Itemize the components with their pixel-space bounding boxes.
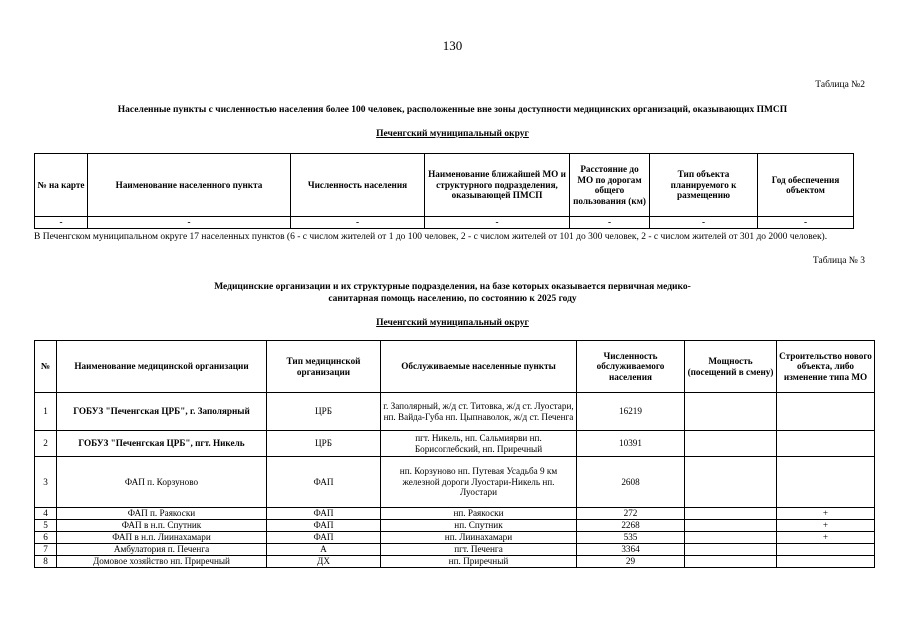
population: 3364 bbox=[577, 544, 685, 556]
org-name: ФАП в н.п. Спутник bbox=[57, 520, 267, 532]
org-type: ФАП bbox=[267, 532, 381, 544]
table2-header-cell: Тип объекта планируемого к размещению bbox=[650, 154, 758, 217]
table2-header-row bbox=[35, 154, 854, 217]
table-row bbox=[35, 508, 875, 520]
construction bbox=[777, 544, 875, 556]
served-points: г. Заполярный, ж/д ст. Титовка, ж/д ст. Луостари, нп. Вайда-Губа нп. Цыпнаволок, ж/д ст. Печенга bbox=[381, 393, 577, 431]
served-points: нп. Приречный bbox=[381, 556, 577, 568]
served-points: нп. Корзуново нп. Путевая Усадьба 9 км железной дороги Луостари-Никель нп. Луостари bbox=[381, 457, 577, 508]
table2-note: В Печенгском муниципальном округе 17 населенных пунктов (6 - с числом жителей от 1 до 100 человек, 2 - с числом жителей от 101 до 300 человек, 2 - с числом жителей от 301 до 2000 человек). bbox=[34, 232, 828, 242]
row-number: 4 bbox=[35, 508, 57, 520]
row-number: 1 bbox=[35, 393, 57, 431]
table-row bbox=[35, 556, 875, 568]
row-number: 8 bbox=[35, 556, 57, 568]
org-name: Амбулатория п. Печенга bbox=[57, 544, 267, 556]
table2-cell: - bbox=[35, 217, 88, 229]
table2-header-cell: Расстояние до МО по дорогам общего пользования (км) bbox=[570, 154, 650, 217]
row-number: 7 bbox=[35, 544, 57, 556]
population: 10391 bbox=[577, 431, 685, 457]
served-points: нп. Спутник bbox=[381, 520, 577, 532]
table-row bbox=[35, 532, 875, 544]
table3 bbox=[34, 340, 875, 568]
table3-header-cell: Строительство нового объекта, либо изменение типа МО bbox=[777, 341, 875, 393]
org-type: ФАП bbox=[267, 520, 381, 532]
capacity bbox=[685, 457, 777, 508]
org-type: ЦРБ bbox=[267, 431, 381, 457]
capacity bbox=[685, 520, 777, 532]
capacity bbox=[685, 532, 777, 544]
row-number: 5 bbox=[35, 520, 57, 532]
served-points: пгт. Печенга bbox=[381, 544, 577, 556]
table2-cell: - bbox=[650, 217, 758, 229]
population: 2608 bbox=[577, 457, 685, 508]
table3-header-cell: Мощность (посещений в смену) bbox=[685, 341, 777, 393]
table2-header-cell: Наименование населенного пункта bbox=[88, 154, 291, 217]
table3-header-cell: Обслуживаемые населенные пункты bbox=[381, 341, 577, 393]
table2 bbox=[34, 153, 854, 229]
table2-label: Таблица №2 bbox=[815, 80, 865, 90]
capacity bbox=[685, 556, 777, 568]
population: 2268 bbox=[577, 520, 685, 532]
row-number: 3 bbox=[35, 457, 57, 508]
population: 272 bbox=[577, 508, 685, 520]
table3-header-cell: № bbox=[35, 341, 57, 393]
table-row bbox=[35, 520, 875, 532]
table3-header-cell: Численность обслуживаемого населения bbox=[577, 341, 685, 393]
served-points: нп. Лиинахамари bbox=[381, 532, 577, 544]
construction bbox=[777, 431, 875, 457]
row-number: 2 bbox=[35, 431, 57, 457]
org-type: ФАП bbox=[267, 457, 381, 508]
table3-header-cell: Наименование медицинской организации bbox=[57, 341, 267, 393]
capacity bbox=[685, 508, 777, 520]
org-type: ЦРБ bbox=[267, 393, 381, 431]
population: 16219 bbox=[577, 393, 685, 431]
construction bbox=[777, 457, 875, 508]
row-number: 6 bbox=[35, 532, 57, 544]
table3-header-cell: Тип медицинской организации bbox=[267, 341, 381, 393]
org-name: ГОБУЗ "Печенгская ЦРБ", г. Заполярный bbox=[57, 393, 267, 431]
table2-cell: - bbox=[570, 217, 650, 229]
table2-cell: - bbox=[425, 217, 570, 229]
org-name: ФАП п. Раякоски bbox=[57, 508, 267, 520]
org-name: ФАП в н.п. Лиинахамари bbox=[57, 532, 267, 544]
construction bbox=[777, 393, 875, 431]
population: 29 bbox=[577, 556, 685, 568]
table-row bbox=[35, 217, 854, 229]
org-name: ФАП п. Корзуново bbox=[57, 457, 267, 508]
construction: + bbox=[777, 508, 875, 520]
table-row bbox=[35, 393, 875, 431]
capacity bbox=[685, 431, 777, 457]
table2-header-cell: Численность населения bbox=[291, 154, 425, 217]
table3-label: Таблица № 3 bbox=[812, 256, 865, 266]
table2-header-cell: Год обеспечения объектом bbox=[758, 154, 854, 217]
org-type: ФАП bbox=[267, 508, 381, 520]
population: 535 bbox=[577, 532, 685, 544]
table2-cell: - bbox=[88, 217, 291, 229]
construction bbox=[777, 556, 875, 568]
table-row bbox=[35, 457, 875, 508]
table3-heading-line2: санитарная помощь населению, по состоянию к 2025 году bbox=[328, 294, 577, 304]
org-type: А bbox=[267, 544, 381, 556]
capacity bbox=[685, 393, 777, 431]
table-row bbox=[35, 431, 875, 457]
table2-header-cell: Наименование ближайшей МО и структурного подразделения, оказывающей ПМСП bbox=[425, 154, 570, 217]
table2-cell: - bbox=[291, 217, 425, 229]
page-number: 130 bbox=[442, 38, 463, 53]
table3-header-row bbox=[35, 341, 875, 393]
table3-heading-line1: Медицинские организации и их структурные подразделения, на базе которых оказывается первичная медико- bbox=[214, 282, 691, 292]
table2-header-cell: № на карте bbox=[35, 154, 88, 217]
org-name: ГОБУЗ "Печенгская ЦРБ", пгт. Никель bbox=[57, 431, 267, 457]
table2-cell: - bbox=[758, 217, 854, 229]
served-points: нп. Раякоски bbox=[381, 508, 577, 520]
org-name: Домовое хозяйство нп. Приречный bbox=[57, 556, 267, 568]
table3-district: Печенгский муниципальный округ bbox=[376, 318, 529, 328]
served-points: пгт. Никель, нп. Сальмиярви нп. Борисоглебский, нп. Приречный bbox=[381, 431, 577, 457]
table-row bbox=[35, 544, 875, 556]
org-type: ДХ bbox=[267, 556, 381, 568]
table2-district: Печенгский муниципальный округ bbox=[376, 129, 529, 139]
capacity bbox=[685, 544, 777, 556]
table2-heading: Населенные пункты с численностью населения более 100 человек, расположенные вне зоны доступности медицинских организаций, оказывающих ПМСП bbox=[117, 105, 788, 115]
construction: + bbox=[777, 532, 875, 544]
construction: + bbox=[777, 520, 875, 532]
